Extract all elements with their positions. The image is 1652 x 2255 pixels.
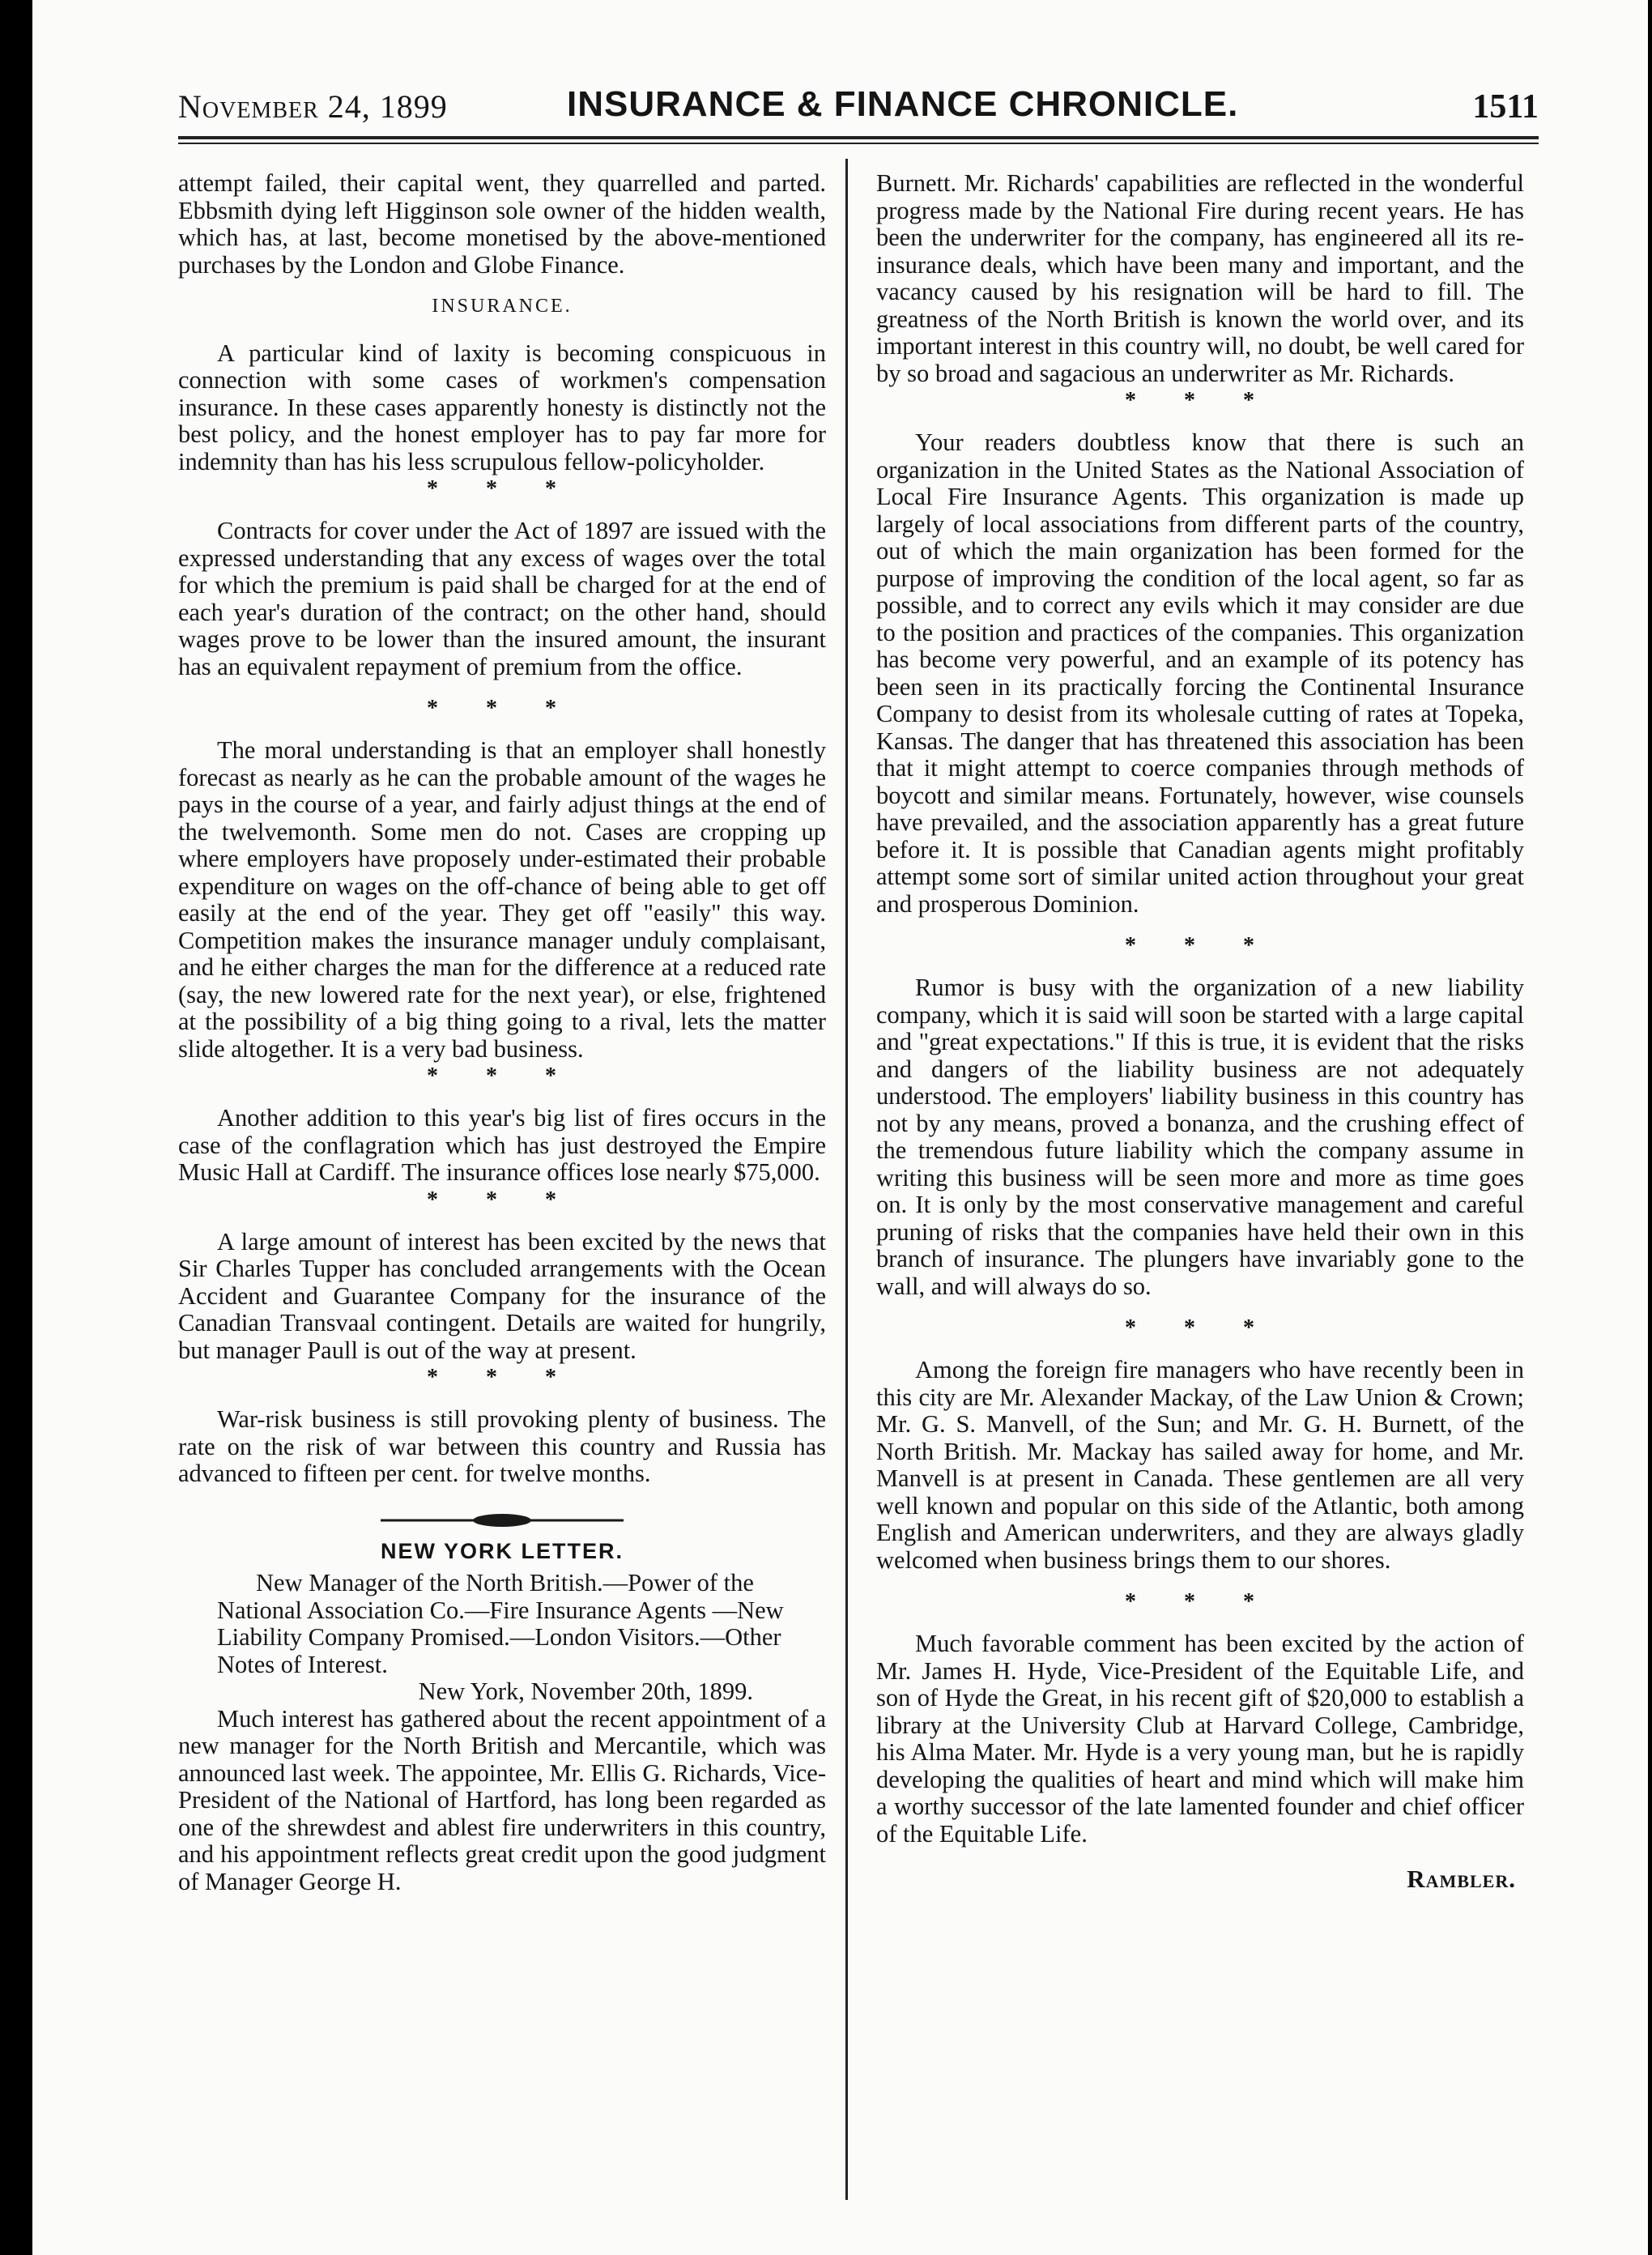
publication-title: INSURANCE & FINANCE CHRONICLE. <box>567 84 1239 124</box>
paragraph-tupper: A large amount of interest has been excited by the news that Sir Charles Tupper has concluded arrangements with the Ocean Accident and Guarantee Company for the insurance of the Canadian Transvaal contingent. Details are waited for hungrily, but manager Paull is out of the way at present. <box>178 1227 832 1364</box>
ornament-divider-icon <box>381 1512 624 1528</box>
paragraph-foreign-managers: Among the foreign fire managers who have recently been in this city are Mr. Alexander Mackay, of the Law Union & Crown; Mr. G. S. Manvell, of the Sun; and Mr. G. H. Burnett, of the North British. Mr. Mackay has sailed away for home, and Mr. Manvell is at present in Canada. These gentlemen are all very well known and popular on this side of the Atlantic, both among English and American underwriters, and they are always gladly welcomed when business brings them to our shores. <box>876 1356 1531 1574</box>
continuation-paragraph: attempt failed, their capital went, they quarrelled and parted. Ebbsmith dying left Higginson sole owner of the hidden wealth, which has, at last, become monetised by the above-mentioned purchases by the London and Globe Finance. <box>178 169 832 279</box>
paragraph-laxity: A particular kind of laxity is becoming conspicuous in connection with some cases of workmen's compensation insurance. In these cases apparently honesty is distinctly not the best policy, and the honest employer has to pay far more for indemnity than has his less scrupulous fellow-policyholder. <box>178 339 832 475</box>
separator-stars: * * * <box>427 1064 577 1089</box>
page-header <box>178 81 1539 130</box>
separator-stars: * * * <box>427 476 577 501</box>
left-column <box>178 169 832 1895</box>
paragraph-national-association: Your readers doubtless know that there is such an organization in the United States as the National Association of Local Fire Insurance Agents. This organization is made up largely of local associations from different parts of the country, out of which the main organization has been formed for the purpose of improving the condition of the local agent, so far as possible, and to correct any evils which it may consider are due to the position and practices of the companies. This organization has become very powerful, and an example of its potency has been seen in its practically forcing the Continental Insurance Company to desist from its wholesale cutting of rates at Topeka, Kansas. The danger that has threatened this association has been that it might attempt to coerce companies through methods of boycott and similar means. Fortunately, however, wise counsels have prevailed, and the association apparently has a great future before it. It is possible that Canadian agents might profitably attempt some sort of similar united action throughout your great and prosperous Dominion. <box>876 428 1531 918</box>
separator-stars: * * * <box>1125 1589 1275 1614</box>
paragraph-north-british: Much interest has gathered about the recent appointment of a new manager for the North British and Mercantile, which was announced last week. The appointee, Mr. Ellis G. Richards, Vice-President of the National of Hartford, has long been regarded as one of the shrewdest and ablest fire underwriters in this country, and his appointment reflects great credit upon the good judgment of Manager George H. <box>178 1704 832 1895</box>
separator-stars: * * * <box>427 696 577 721</box>
right-column <box>876 169 1531 1893</box>
separator-stars: * * * <box>427 1187 577 1213</box>
header-rule-thick <box>178 136 1539 139</box>
separator-stars: * * * <box>1125 1315 1275 1341</box>
letter-title: NEW YORK LETTER. <box>380 1538 624 1563</box>
letter-summary: New Manager of the North British.—Power of the National Association Co.—Fire Insurance Agents —New Liability Company Promised.—London Visitors.—Other Notes of Interest. <box>217 1569 790 1678</box>
issue-date: November 24, 1899 <box>178 88 448 125</box>
paragraph-contracts: Contracts for cover under the Act of 1897 are issued with the expressed understanding that any excess of wages over the total for which the premium is paid shall be charged for at the end of each year's duration of the contract; on the other hand, should wages prove to be lower than the insured amount, the insurant has an equivalent repayment of premium from the office. <box>178 517 832 680</box>
author-signature: Rambler. <box>1407 1865 1516 1893</box>
newspaper-page <box>32 0 1648 2255</box>
section-heading-insurance: INSURANCE. <box>432 296 573 317</box>
paragraph-liability-company: Rumor is busy with the organization of a new liability company, which it is said will soon be started with a large capital and "great expectations." If this is true, it is evident that the risks and dangers of the liability business are not adequately understood. The employers' liability business in this country has not by any means, proved a bonanza, and the crushing effect of the tremendous future liability which the company assume in writing this business will be seen more and more as time goes on. It is only by the most conservative management and careful pruning of risks that the companies have held their own in this branch of insurance. The plungers have invariably gone to the wall, and will always do so. <box>876 974 1531 1300</box>
separator-stars: * * * <box>1125 388 1275 413</box>
column-divider <box>845 159 848 2200</box>
paragraph-moral-understanding: The moral understanding is that an employer shall honestly forecast as nearly as he can the probable amount of the wages he pays in the course of a year, and fairly adjust things at the end of the twelvemonth. Some men do not. Cases are cropping up where employers have proposely under-estimated their probable expenditure on wages on the off-chance of being able to get off easily at the end of the year. They get off "easily" this way. Competition makes the insurance manager unduly complaisant, and he either charges the man for the difference at a reduced rate (say, the new lowered rate for the next year), or else, frightened at the possibility of a big thing going to a rival, lets the matter slide altogether. It is a very bad business. <box>178 736 832 1063</box>
dateline: New York, November 20th, 1899. <box>418 1677 753 1705</box>
paragraph-war-risk: War-risk business is still provoking plenty of business. The rate on the risk of war between this country and Russia has advanced to fifteen per cent. for twelve months. <box>178 1405 832 1487</box>
separator-stars: * * * <box>1125 933 1275 958</box>
page-number: 1511 <box>1472 88 1539 126</box>
header-rule-thin <box>178 143 1539 144</box>
paragraph-cardiff-fire: Another addition to this year's big list of fires occurs in the case of the conflagration which has just destroyed the Empire Music Hall at Cardiff. The insurance offices lose nearly $75,000. <box>178 1104 832 1186</box>
separator-stars: * * * <box>427 1365 577 1390</box>
paragraph-hyde-gift: Much favorable comment has been excited by the action of Mr. James H. Hyde, Vice-President of the Equitable Life, and son of Hyde the Great, in his recent gift of $20,000 to establish a library at the University Club at Harvard College, Cambridge, his Alma Mater. Mr. Hyde is a very young man, but he is rapidly developing the qualities of heart and mind which will make him a worthy successor of the late lamented founder and chief officer of the Equitable Life. <box>876 1630 1531 1848</box>
paragraph-richards: Burnett. Mr. Richards' capabilities are reflected in the wonderful progress made by the National Fire during recent years. He has been the underwriter for the company, has engineered all its re-insurance deals, which have been many and important, and the vacancy caused by his resignation will be hard to fill. The greatness of the North British is known the world over, and its important interest in this country will, no doubt, be well cared for by so broad and sagacious an underwriter as Mr. Richards. <box>876 169 1531 387</box>
